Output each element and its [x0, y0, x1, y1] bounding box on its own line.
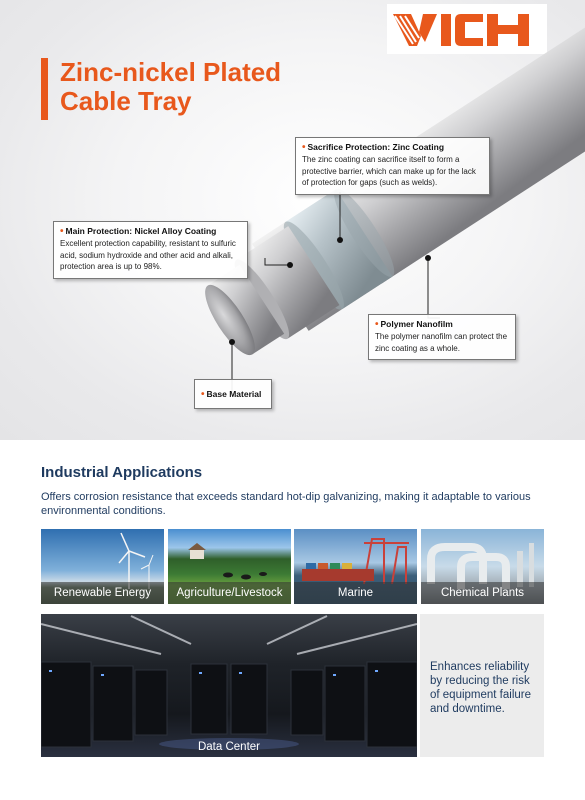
callout-heading: Sacrifice Protection: Zinc Coating: [307, 142, 445, 152]
tile-label: Data Center: [197, 741, 260, 753]
callout-heading: Polymer Nanofilm: [380, 319, 453, 329]
section-title: Industrial Applications: [41, 464, 203, 481]
bullet-icon: •: [201, 389, 205, 400]
tile-label: Chemical Plants: [421, 582, 544, 604]
tile-marine: [294, 529, 417, 604]
callout-nickel-alloy: [53, 221, 248, 279]
bullet-icon: •: [60, 226, 64, 237]
callout-body: The polymer nanofilm can protect the zinc coating as a whole.: [375, 332, 508, 353]
bullet-icon: •: [302, 142, 306, 153]
callout-zinc-coating: [295, 137, 490, 195]
callout-body: The zinc coating can sacrifice itself to form a protective barrier, which can make up for the lack of protection for gaps (such as welds).: [302, 155, 476, 187]
callout-body: Excellent protection capability, resistant to sulfuric acid, sodium hydroxide and other acid and alkali, protection area is up to 98%.: [60, 239, 236, 271]
callout-heading: Main Protection: Nickel Alloy Coating: [65, 226, 217, 236]
callout-heading: Base Material: [206, 389, 262, 399]
bullet-icon: •: [375, 319, 379, 330]
section-description: Offers corrosion resistance that exceeds standard hot-dip galvanizing, making it adaptable to various environmental conditions.: [41, 491, 531, 517]
tile-label: Agriculture/Livestock: [168, 582, 291, 604]
title-line-2: Cable Tray: [60, 86, 192, 116]
tile-label: Marine: [294, 582, 417, 604]
tile-chemical-plants: [421, 529, 544, 604]
benefit-text: Enhances reliability by reducing the risk of equipment failure and downtime.: [430, 661, 532, 715]
tile-data-center: [41, 614, 417, 757]
callout-base-material: [194, 379, 272, 409]
server-room-icon: [41, 614, 417, 757]
callout-polymer-nanofilm: [368, 314, 516, 360]
tile-renewable-energy: [41, 529, 164, 604]
tile-label: Renewable Energy: [41, 582, 164, 604]
title-line-1: Zinc-nickel Plated: [60, 57, 282, 87]
tile-agriculture-livestock: [168, 529, 291, 604]
